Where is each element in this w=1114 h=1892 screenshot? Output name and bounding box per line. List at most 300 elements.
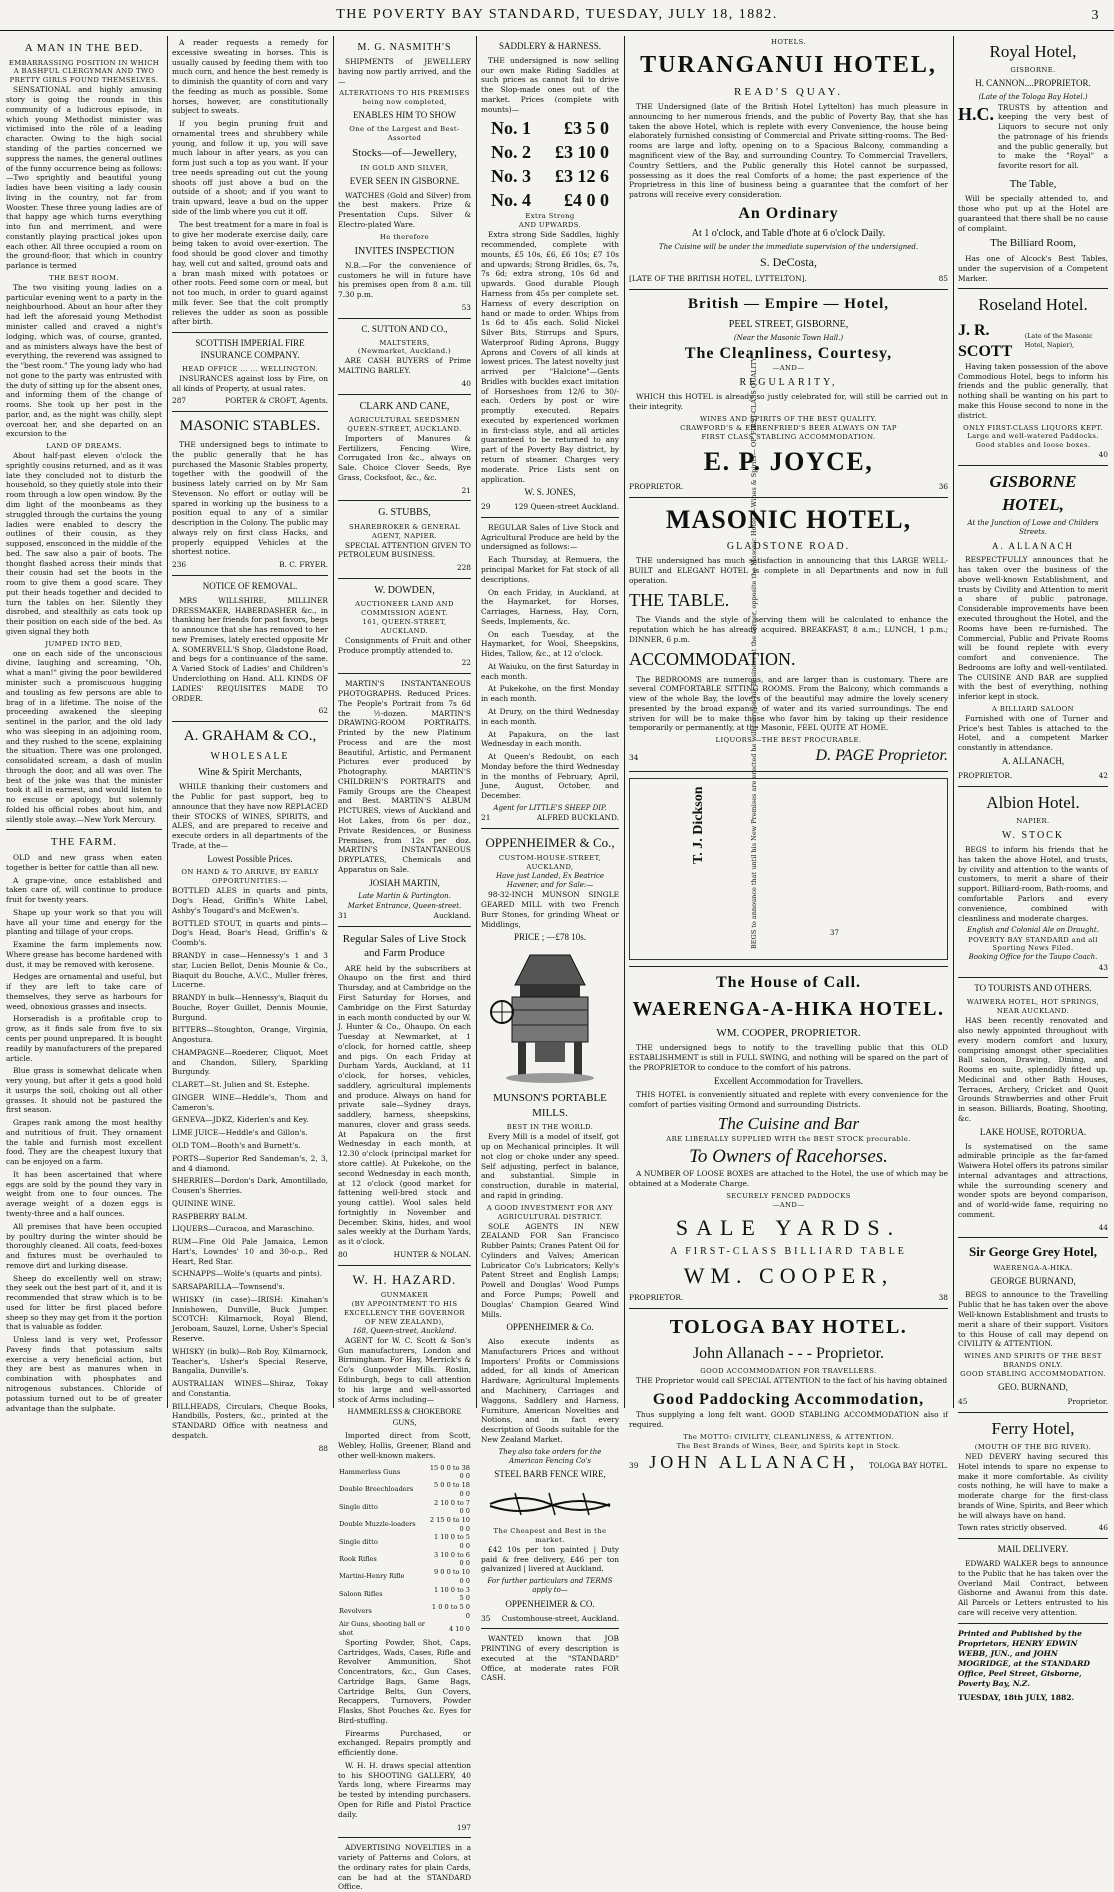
ad-body: W. H. H. draws special attention to his SHOOTING GALLERY, 40 Yards long, where Firearms may be tested by intending purchasers. Open for Rifle and Pistol Practice daily. — [338, 1760, 471, 1819]
newspaper-title: THE POVERTY BAY STANDARD, TUESDAY, JULY 18, 1882. — [336, 7, 778, 22]
ad-line: ON HAND & TO ARRIVE, BY EARLY OPPORTUNITIES:— — [181, 868, 319, 886]
ad-heading: W. DOWDEN, — [374, 584, 435, 596]
ad-footer — [172, 396, 328, 406]
farm-paragraph: Unless land is very wet, Professor Pavesy finds that potassium salts exercise a very beneficial action, but they are best as manures when in combination with phosphates and nitrogenous substances. Chloride of potassium turned out to be of greater advantage than the sulphate. — [6, 1335, 162, 1413]
ad-line: REGULARITY, — [739, 377, 838, 389]
ad-footer — [172, 560, 328, 570]
ad-body: TRUSTS by attention and keeping the very best of Liquors to secure not only the patronage of his friends and the public generally, but to make the "Royal" a favorite resort for all. — [998, 102, 1108, 171]
farm-paragraph: Horseradish is a profitable crop to grow, as it finds sale from five to six cents per pound unprepared. It is bought readily by manufacturers of the prepared article. — [6, 1014, 162, 1063]
hotel-name: Royal Hotel, — [989, 42, 1077, 61]
page-number: 3 — [1091, 8, 1100, 23]
ad-line: QUEEN-STREET, AUCKLAND. — [347, 424, 462, 433]
ad-body-block — [958, 320, 1108, 362]
ad-heading: OPPENHEIMER & Co. — [506, 1322, 594, 1333]
ad-line: At 1 o'clock, and Table d'hote at 6 o'clock Daily. — [691, 227, 886, 239]
ad-body: Imported direct from Scott, Webley, Hollis, Greener, Bland and other well-known makers. — [338, 1431, 471, 1460]
table-row — [338, 1481, 471, 1498]
sale-schedule-item: At Papakura, on the last Wednesday in each month. — [481, 729, 619, 749]
ad-signature: GEO. BURNAND, — [998, 1381, 1068, 1392]
ad-signature: JOHN ALLANACH, — [649, 1451, 859, 1472]
ad-body: BEGS to announce to the Travelling Public that he has taken over the above Well-known Establishment and trusts to merit a share of their support. Visitors to this House of call may depend on CIVILITY & ATTENTION. — [958, 1290, 1108, 1349]
article-subhead: JUMPED INTO BED, — [45, 639, 123, 648]
ad-body: REGULAR Sales of Live Stock and Agricultural Produce are held by the undersigned as follows:— — [481, 522, 619, 552]
ad-number: 236 — [172, 560, 187, 570]
ad-number: 43 — [1098, 962, 1108, 972]
ad-line: —AND— — [772, 1200, 805, 1209]
ad-number: 228 — [456, 563, 471, 573]
ad-body: Every Mill is a model of itself, got up on Mechanical principles. It will not clog or choke under any speed. Self adjusting, perfect in balance, and substantial. Simple in construction, durable in material, and rapid in grinding. — [481, 1132, 619, 1200]
ad-body: Has one of Alcock's Best Tables, under the supervision of a Competent Marker. — [958, 253, 1108, 283]
saddle-price: £4 0 0 — [564, 189, 609, 210]
sale-schedule-item: At Queen's Redoubt, on each Monday before the third Wednesday in the months of February, April, June, August, October, and December. — [481, 752, 619, 801]
hotel-address: READ'S QUAY. — [734, 85, 843, 98]
divider — [629, 771, 948, 772]
ad-line: FIRST CLASS STABLING ACCOMMODATION. — [701, 432, 876, 441]
ad-line: Proprietor. — [1067, 1396, 1108, 1406]
divider — [958, 1538, 1108, 1539]
ad-body: Having taken possession of the above Commodious Hotel, begs to inform his friends and the public generally, that nothing shall be wanting on his part to make this House second to none in the district. — [958, 361, 1108, 420]
ad-line: Have just Landed, Ex Beatrice Havener, and for Sale:— — [496, 871, 604, 890]
divider — [172, 411, 328, 412]
divider — [958, 977, 1108, 978]
ad-body: AGENT for W. C. Scott & Son's Gun manufacturers, London and Birmingham. For Hay, Merrick's & Co's Gunpowder Mills. Roslin, Edinburgh, begs to call attention to his large and well-assorted stock of Arms including— — [338, 1335, 471, 1404]
price-row — [481, 117, 619, 141]
ad-number: 40 — [1098, 450, 1108, 460]
ad-heading: CLARK AND CANE, — [359, 400, 450, 412]
saddle-price: £3 12 6 — [555, 165, 609, 186]
ad-footer — [958, 771, 1108, 781]
ad-signature: ALFRED BUCKLAND. — [536, 813, 619, 823]
ad-body: NED DEVERY having secured this Hotel intends to spare no expense to make it more comfortable. As civility costs nothing, he will have to make a moderate charge for the first-class brands of Wine, Spirits, and Beer which he will always have on hand. — [958, 1452, 1108, 1520]
ad-footer — [958, 1523, 1108, 1533]
ad-body: THIS HOTEL is conveniently situated and replete with every convenience for the comfort of parties visiting Ormond and surrounding Districts. — [629, 1090, 948, 1110]
ad-body: WANTED known that JOB PRINTING of every description is executed at the "STANDARD" Office, at moderate rates FOR CASH. — [481, 1634, 619, 1683]
column-6 — [954, 38, 1112, 1702]
hotel-name: MASONIC HOTEL, — [665, 504, 912, 534]
ad-body: 98-32-INCH MUNSON SINGLE GEARED MILL with two French Burr Stones, for grinding Wheat or Middlings, — [481, 890, 619, 929]
divider — [958, 1623, 1108, 1624]
ad-footer — [481, 502, 619, 512]
stock-item: BOTTLED STOUT, in quarts and pints—Dog's Head, Boar's Head, Griffin's & Coomb's. — [172, 918, 328, 948]
ad-subheading: Good Paddocking Accommodation, — [652, 1391, 925, 1409]
ad-line: AUCTIONEER LAND AND COMMISSION AGENT. — [355, 600, 454, 618]
ad-line: (Late of the Masonic Hotel, Napier), — [1024, 332, 1093, 349]
ad-heading: MUNSON'S PORTABLE MILLS. — [493, 1092, 607, 1119]
ad-line: ONLY FIRST-CLASS LIQUORS KEPT. — [963, 423, 1103, 432]
ad-body: Thus supplying a long felt want. GOOD STABLING ACCOMMODATION also if required. — [629, 1410, 948, 1429]
divider — [338, 926, 471, 927]
ad-subheading: To Owners of Racehorses. — [689, 1146, 888, 1168]
ad-line: (Late of the Tologa Bay Hotel.) — [978, 93, 1088, 102]
farm-paragraph: OLD and new grass when eaten together is better for cattle than all new. — [6, 852, 162, 872]
ad-signature: E. P. JOYCE, — [703, 446, 874, 476]
ad-subheading: INVITES INSPECTION — [354, 245, 455, 257]
ad-line: 129 Queen-street Auckland. — [514, 502, 619, 512]
ad-line: GOOD STABLING ACCOMMODATION. — [960, 1369, 1106, 1378]
ad-number: 39 — [629, 1460, 639, 1470]
hotel-name: British — Empire — Hotel, — [688, 295, 889, 312]
ad-body: Is systematised on the same admirable principle as the far-famed Waiwera Hotel offers its patrons similar internal advantages and attractions, while the surrounding scenery and wonder spots are beyond comparison, and of world-wide fame, requiring no comment. — [958, 1141, 1108, 1219]
gun-type: Martini-Henry Rifle — [339, 1572, 405, 1581]
ad-number: 53 — [461, 302, 471, 312]
stock-item: SCHNAPPS—Wolfe's (quarts and pints). — [172, 1269, 323, 1279]
ad-line: CUSTOM-HOUSE-STREET, — [498, 854, 602, 863]
farm-paragraph: All premises that have been occupied by poultry during the winter should be thoroughly cleaned. All coats, feed-boxes and fixtures must be overhauled to remove dirt and lurking disease. — [6, 1221, 162, 1270]
stock-item: BOTTLED ALES in quarts and pints, Dog's Head, Griffin's White Label, Ashby's Tougard's and McEwen's. — [172, 886, 328, 915]
hotel-proprietor: GEORGE BURNAND, — [990, 1275, 1076, 1286]
ad-signature: OPPENHEIMER & CO. — [505, 1598, 595, 1609]
ad-number: 62 — [318, 706, 328, 716]
ad-subheading: HAMMERLESS & CHOKEBORE GUNS, — [347, 1407, 462, 1427]
ad-line: PROPRIETOR. — [958, 770, 1013, 780]
ad-line: IN GOLD AND SILVER, — [360, 163, 449, 172]
stock-item: BRANDY in bulk—Hennessy's, Biaquit du Bouche, Royer Guillet, Dennis Mounie, Burgund. — [172, 993, 328, 1022]
ad-heading: MAIL DELIVERY. — [997, 1544, 1069, 1555]
divider — [958, 465, 1108, 466]
ad-line: POVERTY BAY STANDARD and all Sporting News Filed. — [968, 935, 1098, 953]
ad-subheading: Lowest Possible Prices. — [207, 853, 293, 864]
ad-body: Firearms Purchased, or exchanged. Repairs promptly and efficiently done. — [338, 1728, 471, 1758]
ad-signature: HUNTER & NOLAN. — [393, 1249, 471, 1259]
ad-line: A FIRST-CLASS BILLIARD TABLE — [670, 1245, 907, 1257]
ad-footer — [629, 1293, 948, 1303]
gun-price: 15 0 0 to 38 0 0 — [429, 1463, 470, 1481]
stock-list — [172, 886, 328, 1440]
ad-body: SPECIAL ATTENTION GIVEN TO PETROLEUM BUSINESS. — [338, 540, 471, 560]
ad-body: WATCHES (Gold and Silver) from the best makers. Prize & Presentation Cups. Silver & Electro-plated Ware. — [338, 190, 471, 229]
ad-footer — [481, 1614, 619, 1624]
saddle-price-list — [481, 117, 619, 212]
saddle-number: No. 1 — [491, 118, 531, 139]
ad-body: Also execute indents as Manufacturers Prices and without Importers' Profits or Commissions added, for all kinds of American Hardware, Agricultural Implements and Machinery, Carriages and Waggons, Saddlery and Harness, Furniture, American Novelties and Notions, and in fact every description of Goods suitable for the New Zealand Market. — [481, 1337, 619, 1444]
ad-footer — [629, 482, 948, 492]
divider — [338, 500, 471, 501]
ad-number: 88 — [318, 1443, 328, 1453]
ad-body: RESPECTFULLY announces that he has taken over the business of the above well-known Establishment, and trusts by Civility and Attention to merit a share of public patronage. Considerable improvements have been executed throughout the Hotel, and the Rooms have been re-furnished. The Commercial, Public and Private Rooms will be found replete with every comfort and convenience. The Bedrooms are lofty and well-ventilated. The CUISINE AND BAR are supplied with the best of everything, nothing inferior kept in stock. — [958, 555, 1108, 702]
farm-paragraph: Grapes rank among the most healthy and nutritious of fruit. They ornament the table and furnish most excellent food. They are the cheapest luxury that can be enjoyed on a farm. — [6, 1118, 162, 1167]
ad-line: WINES AND SPIRITS OF THE BEST QUALITY. — [700, 414, 877, 423]
ad-line: (Newmarket, Auckland.) — [357, 347, 452, 356]
ad-signature: PORTER & CROFT, Agents. — [225, 396, 328, 406]
gun-price: 2 10 0 to 7 0 0 — [434, 1498, 470, 1516]
ad-body: Sporting Powder, Shot, Caps, Cartridges, Wads, Cases, Rifle and Revolver Ammunition, Shot Concentrators, &c., Gun Cases, Cartridge Bags, Game Bags, Cartridge Belts, Gun Covers, Recappers, Turnovers, Powder Flasks, Shot Pouches &c. Eyes for Bird-stuffing. — [338, 1637, 471, 1725]
ad-line: AUCKLAND, — [526, 862, 574, 871]
farm-paragraph: Sheep do excellently well on straw; they seek out the best part of it, and it is recommended that straw which is to be used for litter be first placed before sheep so they may get from it the portion that is valuable as fodder. — [6, 1273, 162, 1332]
ad-subheading: ACCOMMODATION. — [629, 648, 796, 669]
table-row — [338, 1586, 471, 1603]
ad-line: WINES AND SPIRITS OF THE BEST BRANDS ONLY. — [964, 1352, 1102, 1370]
ad-footer — [481, 813, 619, 823]
ad-body: MARTIN'S INSTANTANEOUS PHOTOGRAPHS. Reduced Prices. The People's Portrait from 7s 6d the ½-dozen. MARTIN'S DRAWING-ROOM PORTRAITS. Printed by the new Platinum Process and are the most Beautiful, Artistic, and Permanent Pictures ever produced by Photography. MARTIN'S CHILDREN'S PORTRAITS and Family Groups are the Cheapest and Best. MARTIN'S ALBUM PICTURES, views of Auckland and Hot Lakes, from 6s per doz., Private Residences, or Business Premises, from 12s per doz. MARTIN'S INSTANTANEOUS DRYPLATES, Chemicals and Apparatus on Sale. — [338, 679, 471, 874]
ad-line: A BILLIARD SALOON — [991, 704, 1075, 713]
table-row — [338, 1568, 471, 1585]
gun-price: 1 10 0 to 5 0 0 — [434, 1533, 470, 1551]
sale-schedule-item: At Drury, on the third Wednesday in each month. — [481, 706, 619, 726]
ad-line: —AND— — [772, 364, 805, 373]
ad-line: The MOTTO: CIVILITY, CLEANLINESS, & ATTENTION. — [683, 1432, 894, 1441]
stock-item: SHERRIES—Dordon's Dark, Amontillado, Cousen's Sherries. — [172, 1176, 328, 1196]
ad-line: He therefore — [379, 232, 430, 241]
ad-number: 34 — [629, 753, 639, 763]
ad-heading: NOTICE OF REMOVAL. — [202, 580, 298, 591]
hotel-name: GISBORNE HOTEL, — [989, 472, 1077, 514]
dickson-name: T. J. Dickson — [691, 786, 706, 865]
column-3 — [334, 38, 475, 1892]
gun-price: 1 0 0 to 5 0 0 — [431, 1602, 470, 1620]
ad-body: EDWARD WALKER begs to announce to the Public that he has taken over the Overland Mail Contract, between Gisborne and Awanui from this date. All Parcels or Letters entrusted to his care will receive very attention. — [958, 1559, 1108, 1617]
divider — [338, 1265, 471, 1266]
ad-body: SOLE AGENTS IN NEW ZEALAND FOR San Francisco Rubber Paints; Cranes Patent Oil for Cylinders and Valves; American Lubricator Co's Lubricators; Kelly's Patent Street and English Lamps; Powell and Douglas' Wood Pumps and Force Pumps; Powell and Douglas' Champion Geared Wind Mills. — [481, 1221, 619, 1319]
stock-item: BRANDY in case—Hennessy's 1 and 3 star, Lucien Bellot, Denis Mounie & Co., Biaquit du Bouche, A.V.C., Muller frères, Lucerne. — [172, 950, 328, 990]
ad-number: 46 — [1098, 1523, 1108, 1533]
ad-line: The Best Brands of Wines, Beer, and Spirits kept in Stock. — [676, 1441, 901, 1450]
divider — [338, 394, 471, 395]
stock-item: BITTERS—Stoughton, Orange, Virginia, Angostura. — [172, 1025, 328, 1045]
gun-price: 4 10 0 — [449, 1624, 470, 1633]
price-table — [338, 1464, 471, 1638]
ad-heading: W. H. HAZARD. — [352, 1271, 457, 1287]
ad-number: 80 — [338, 1249, 348, 1259]
hotel-proprietor: H. CANNON....PROPRIETOR. — [975, 78, 1091, 89]
divider — [958, 288, 1108, 289]
ad-body: ADVERTISING NOVELTIES in a variety of Patterns and Colors, at the ordinary rates for plain Cards, can be had at the STANDARD Office. — [338, 1843, 471, 1892]
ad-body: N.B.—For the convenience of customers he will in future have his premises open from 8 a.m. till 7.30 p.m. — [338, 260, 471, 300]
divider — [958, 786, 1108, 787]
divider — [338, 318, 471, 319]
ad-price: PRICE ; —£78 10s. — [513, 932, 586, 943]
gun-type: Single ditto — [339, 1502, 378, 1511]
ad-number: 38 — [938, 1293, 948, 1303]
gun-type: Double Breechloaders — [339, 1485, 414, 1494]
farm-paragraph: It has been ascertained that where eggs are sold by the pound they vary in weight from one to four ounces. The average weight of a dozen eggs is twenty-three and a half ounces. — [6, 1169, 162, 1218]
article-paragraph: one on each side of the unconscious divine, laughing and screaming, "Oh, what a man!" giving the poor bewildered minister such a promiscuous hugging and tousling as few persons are able to brag of in a lifetime. The noise of the proceeding awakened the sleeping sentinel in the parlor, and the old lady who was sleeping in an adjoining room, and they rushed to the scene, explaining the situation. There was one prolonged, consolidated scream, a dash of muslin through the door, and all was over. The best of the joke was that the minister took it all in earnest, and would listen to no excuse or apology, but solemnly folded his official robes about him, and silently stole away.—New York Mercury. — [6, 648, 162, 824]
ad-line: HEAD OFFICE ... ... WELLINGTON. — [182, 364, 318, 373]
ad-number: 44 — [1098, 1222, 1108, 1232]
farm-paragraph: Hedges are ornamental and useful, but if they are left to take care of themselves, they serve as harbours for weed, obnoxious grasses and insects. — [6, 972, 162, 1011]
ad-number: 31 — [338, 910, 348, 920]
hotel-name: Sir George Grey Hotel, — [968, 1244, 1098, 1260]
ad-heading: An Ordinary — [738, 204, 839, 222]
hotel-proprietor: John Allanach - - - Proprietor. — [692, 1345, 885, 1363]
ad-line: GUNMAKER — [380, 1290, 429, 1299]
ad-subheading: The Table, — [1009, 177, 1057, 190]
ad-number: 45 — [958, 1396, 968, 1406]
ad-heading: SADDLERY & HARNESS. — [499, 41, 601, 51]
hotel-name: LAKE HOUSE, ROTORUA. — [979, 1126, 1087, 1137]
gun-type: Single ditto — [339, 1537, 378, 1546]
stock-item: GENEVA—JDKZ, Kiderlen's and Key. — [172, 1115, 309, 1125]
ad-footer — [338, 1250, 471, 1260]
ad-signature: D. PAGE Proprietor. — [815, 747, 948, 765]
divider — [172, 332, 328, 333]
farm-paragraph: Shape up your work so that you will have all your time and energy for the planting and tillage of your crops. — [6, 907, 162, 937]
ad-signature: A. ALLANACH, — [1001, 755, 1065, 766]
article-heading: A MAN IN THE BED. — [24, 42, 144, 54]
ad-line: English and Colonial Ale on Draught. — [967, 926, 1099, 935]
column-2 — [168, 38, 332, 1453]
table-row — [338, 1516, 471, 1533]
printer-imprint: Printed and Published by the Proprietors, HENRY EDWIN WEBB, JUN., and JOHN MOGRIDGE, at the STANDARD Office, Peel Street, Gisborne, Poverty Bay, N.Z. — [958, 1628, 1091, 1688]
ad-line: A GOOD INVESTMENT FOR ANY AGRICULTURAL DISTRICT. — [486, 1203, 614, 1221]
farm-paragraph: Blue grass is somewhat delicate when very young, but after it gets a good hold it usurps the soil, choking out all other grasses. It should not be pastured the first season. — [6, 1066, 162, 1115]
ad-subheading: STEEL BARB FENCE WIRE, — [494, 1469, 606, 1480]
section-label: HOTELS. — [771, 38, 806, 46]
ad-heading: M. G. NASMITH'S — [357, 42, 452, 53]
sale-schedule-item: Each Thursday, at Remuera, the principal Market for Fat stock of all descriptions. — [481, 555, 619, 584]
ad-number: 36 — [938, 482, 948, 492]
ad-line: GOOD ACCOMMODATION FOR TRAVELLERS. — [700, 1367, 877, 1376]
stock-item: SARSAPARILLA—Townsend's. — [172, 1282, 285, 1292]
hotel-address: (MOUTH OF THE BIG RIVER). — [974, 1443, 1092, 1452]
sale-schedule-item: At Waiuku, on the first Saturday in each month. — [481, 661, 619, 681]
ad-number: 21 — [461, 485, 471, 495]
ad-heading: MASONIC STABLES. — [179, 418, 321, 435]
ad-line: MALTSTERS, — [379, 338, 430, 347]
ad-number: 35 — [481, 1613, 491, 1623]
ad-line: LIQUORS.—THE BEST PROCURABLE. — [715, 736, 862, 745]
article-paragraph: About half-past eleven o'clock the sprightly cousins returned, and as it was late they concluded not to disturb the household, so they quietly stole into their room through a low open window. By the dim light of the moonbeams as they struggled through the curtains the young ladies were enabled to descry the outlines of their cousin, as they supposed, ensconced in the middle of the bed. The saw also a pair of boots. The thought flashed across their minds that their cousin had set the boots in the room to give them a good scare. They put their heads together and decided to turn the tables on her. Silently they disrobed, and stealthily as cats took up their position on each side of the bed. As given signal they both — [6, 451, 162, 636]
ad-body: THE Undersigned (late of the British Hotel Lyttelton) has much pleasure in announcing to her numerous friends, and the public of Poverty Bay, that she has taken the above Hotel, which is replete with every Convenience, the house being elaborately furnished consisting of Commercial and Private sitting-rooms. The Bed-rooms are large and lofty, opening on to a Spacious Balcony, commanding a magnificent view of the Bay, and surrounding Country. To Commercial Travellers, Country Settlers, and the Public generally this Hotel cannot be surpassed, possessing as it does the real Comforts of a home; the past experience of the Proprietress in this line of business being a guarantee that the comfort of her patrons will receive every consideration. — [629, 102, 948, 200]
ad-number: 287 — [172, 396, 187, 406]
ad-body: BEGS to inform his friends that he has taken the above Hotel, and trusts, by civility and attention to the wants of customers, to merit a share of their support. Billiard-room, Bath-rooms, and comfortable Parlors and every convenience, combined with cleanliness and moderate charges. — [958, 845, 1108, 923]
ad-heading: The Cleanliness, Courtesy, — [684, 345, 893, 363]
ad-body: THE undersigned begs to intimate to the public generally that he has purchased the Masonic Stables property, together with the goodwill of the business lately carried on by Mr Sam Stevenson. No effort or outlay will be spared in working up the business to a position equal to any of a similar description in the Colony. The public may always rely on first class Hacks, and properly equipped Vehicles at the shortest notice. — [172, 440, 328, 557]
stock-item: PORTS—Superior Red Sandeman's, 2, 3, and 4 diamond. — [172, 1153, 328, 1173]
ad-line: EVER SEEN IN GISBORNE. — [349, 175, 460, 186]
ad-heading: SCOTTISH IMPERIAL FIRE INSURANCE COMPANY. — [195, 338, 305, 361]
stock-item: RUM—Fine Old Pale Jamaica, Lemon Hart's, Lowndes' 10 and 30-o.p., Red Heart, Red Star. — [172, 1237, 328, 1266]
price-row — [481, 165, 619, 189]
article-subhead: LAND OF DREAMS. — [46, 442, 122, 451]
ad-number: 21 — [481, 813, 491, 823]
ad-body: INSURANCES against loss by Fire, on all kinds of Property, at usual rates. — [172, 373, 328, 393]
ad-body: Importers of Manures & Fertilizers, Fencing Wire, Corrugated Iron &c., always on Sale. Choice Clover Seeds, Rye Grass, Cocksfoot, &c., &c. — [338, 433, 471, 482]
ad-subheading: WHOLESALE — [210, 750, 290, 762]
ad-body: THE undersigned has much satisfaction in announcing that this LARGE WELL-BUILT and ELEGANT HOTEL is complete in all Departments and now in full operation. — [629, 556, 948, 585]
ad-heading: A. GRAHAM & CO., — [183, 728, 317, 745]
article-deck: EMBARRASSING POSITION IN WHICH A BASHFUL CLERGYMAN AND TWO PRETTY GIRLS FOUND THEMSELVES. — [8, 58, 160, 85]
ad-body: WHICH this HOTEL is already so justly celebrated for, will still be carried out in their integrity. — [629, 392, 948, 412]
hotel-name: Roseland Hotel. — [978, 295, 1088, 315]
divider — [629, 497, 948, 498]
ad-number: 22 — [461, 658, 471, 668]
table-row — [338, 1551, 471, 1568]
imprint-date: TUESDAY, 18th JULY, 1882. — [958, 1692, 1075, 1702]
gun-price: 1 10 0 to 3 5 0 — [434, 1585, 470, 1603]
divider — [338, 578, 471, 579]
farm-paragraph: A grape-vine, once established and taken care of, will continue to produce fruit for twenty years. — [6, 875, 162, 905]
ad-line: Late Martin & Partington. — [358, 892, 451, 901]
gun-type: Double Muzzle-loaders — [339, 1520, 416, 1529]
ad-heading: TO TOURISTS AND OTHERS. — [974, 983, 1092, 994]
gun-price: 5 0 0 to 18 0 0 — [434, 1481, 470, 1498]
ad-line: SHAREBROKER & GENERAL AGENT, NAPIER. — [348, 522, 461, 540]
ad-number: 42 — [1098, 770, 1108, 780]
stock-item: OLD TOM—Booth's and Burnett's. — [172, 1140, 301, 1150]
table-row — [338, 1620, 471, 1637]
gun-type: Revolvers — [339, 1607, 372, 1616]
ad-footer — [958, 1397, 1108, 1407]
divider — [629, 966, 948, 967]
table-row — [338, 1533, 471, 1550]
hotel-address: GISBORNE. — [1010, 66, 1056, 75]
ad-line: PROPRIETOR. — [629, 482, 684, 492]
ad-initials: H.C. — [958, 103, 994, 124]
sales-list — [481, 555, 619, 801]
table-row — [338, 1464, 471, 1481]
ad-line: ARE LIBERALLY SUPPLIED WITH the BEST STOCK procurable. — [666, 1135, 911, 1144]
divider — [338, 1837, 471, 1838]
divider — [172, 721, 328, 722]
barbed-wire-illustration — [485, 1487, 615, 1521]
ad-line: (BY APPOINTMENT TO HIS EXCELLENCY THE GOVERNOR OF NEW ZEALAND), — [344, 1299, 465, 1326]
ad-line: Town rates strictly observed. — [958, 1523, 1067, 1533]
grain-mill-illustration — [490, 950, 610, 1085]
ad-body: THE undersigned begs to notify to the travelling public that this OLD ESTABLISHMENT is still in FULL SWING, and nothing will be spared on the part of the PROPRIETOR to conduce to the comfort of his patrons. — [629, 1043, 948, 1072]
ad-line: The Cheapest and Best in the market. — [493, 1526, 607, 1544]
ad-line: [LATE OF THE BRITISH HOTEL, LYTTELTON]. — [629, 274, 807, 284]
ad-body: ARE held by the subscribers at Ohaupo on the first and third Thursday, and at Cambridge on the First Saturday for Horses, and Cambridge on the First Saturday in each month conducted by our W. J. Hunter & Co., Ohaupo. On each Tuesday at Newmarket, at 1 o'clock, for horned cattle, sheep and pigs. On each Friday at Durham Yards, Auckland, at 11 o'clock, for horses, vehicles, saddlery, agricultural implements and produce. Always on hand for private sale—Sydney drays, saddlery, harness, sheepskins, manures, clover and grass seeds. At Papakura on the first Wednesday in each month, at 12.30 o'clock (principal market for store cattle). At Pukekohe, on the second Wednesday in each month, at 12 o'clock (good market for fattening well-bred stock and young cattle). Wool sales held fortnightly in November and December. Skins, hides, and wool sales weekly at the Durham Yards, as it o'clock. — [338, 963, 471, 1247]
ad-line: CRAWFORD'S & EHRENFRIED'S BEER ALWAYS ON TAP — [680, 423, 897, 432]
hotel-name: TURANGANUI HOTEL, — [640, 51, 937, 78]
stock-item: RASPBERRY BALM. — [172, 1211, 248, 1221]
ad-signature: B. C. FRYER. — [279, 560, 328, 570]
masthead — [0, 0, 1114, 31]
ad-subheading: The Cuisine and Bar — [717, 1113, 860, 1133]
ad-number: 37 — [830, 929, 839, 938]
ad-line: AGRICULTURAL SEEDSMEN — [349, 415, 460, 424]
gun-price: 3 10 0 to 6 0 0 — [434, 1550, 470, 1568]
farm-paragraph: The best treatment for a mare in foal is to give her moderate exercise daily, care being taken to avoid over-exertion. The food should be good clover and timothy hay, well cut and salted, ground oats and a bran mash mixed with potatoes or other roots. Feed some corn or meal, but not too much, in order to guard against milk fever. See that the colt promptly relieves the udder as soon as possible after birth. — [172, 219, 328, 327]
gun-type: Air Guns, shooting ball or shot — [339, 1620, 425, 1638]
sale-schedule-item: At Pukekohe, on the first Monday in each month. — [481, 684, 619, 704]
ad-body: HAS been recently renovated and also newly appointed throughout with every modern comfort and luxury, comprising amongst other specialities Ball saloon, Drawing, Dining, and Rooms en suite, splendidly fitted up. Medicinal and other Bath Houses, Terraces, Archery, Cricket and Quoit Grounds Strawberries and other Fruit in season. Billiards, Boating, Shooting, &c. — [958, 1016, 1108, 1123]
gun-type: Hammerless Guns — [339, 1468, 401, 1477]
stock-item: LIQUERS—Curacoa, and Maraschino. — [172, 1224, 315, 1234]
ad-line: SECURELY FENCED PADDOCKS — [726, 1191, 851, 1200]
stock-item: QUININE WINE. — [172, 1198, 236, 1208]
stock-item: GINGER WINE—Heddle's, Thom and Cameron's. — [172, 1092, 328, 1112]
dickson-text: BEGS to announce that until his New Premises are erected he will carry on his Business at the corner, opposite the Masonic Hotel. —Wines & Spirits— OF FIRST-CLASS QUALITY. — [750, 356, 758, 950]
ad-heading: C. SUTTON AND CO., — [361, 323, 448, 334]
ad-body: THE undersigned is now selling our own make Riding Saddles at such prices as cannot fail to drive the Slop-made ones out of the market. Prices (complete with mounts)— — [481, 55, 619, 114]
ad-line: Market Entrance, Queen-street. — [347, 901, 462, 910]
hotel-address: At the Junction of Lowe and Childers Streets. — [967, 519, 1099, 537]
ad-line: 168, Queen-street, Auckland. — [352, 1326, 457, 1335]
article-subhead: THE BEST ROOM. — [49, 273, 119, 282]
ad-signature: WM. COOPER, — [683, 1263, 894, 1289]
hotel-address: GLADSTONE ROAD. — [726, 541, 851, 553]
ad-body: MRS WILLSHIRE, MILLINER DRESSMAKER, HABERDASHER &c., in thanking her friends for past favors, begs to announce that she has removed to her new Premises, lately erected opposite Mr A. SOMERVELL'S Shop, Gladstone Road, and begs for a continuance of the same. A Varied Stock of Ladies' and Children's Underclothing on Hand. ALL KINDS OF LADIES' REQUISITES MADE TO ORDER. — [172, 595, 328, 703]
ad-signature: W. S. JONES, — [524, 487, 576, 498]
divider — [6, 829, 162, 830]
divider — [338, 673, 471, 674]
ad-heading: The House of Call. — [715, 974, 862, 992]
ad-line: Large and well-watered Paddocks. Good stables and loose boxes. — [967, 432, 1099, 450]
divider — [481, 828, 619, 829]
ad-line: ENABLES HIM TO SHOW — [353, 110, 456, 121]
ad-heading: OPPENHEIMER & Co., — [485, 834, 615, 850]
ad-body: WHILE thanking their customers and the Public for past support, beg to announce that they have now REPLACED their STOCKS of WINES, SPIRITS, and ALES, and are prepared to receive and execute orders in all departments of the Trade, at the— — [172, 782, 328, 850]
ad-footer — [629, 1451, 948, 1475]
ad-number: 40 — [461, 378, 471, 388]
hotel-proprietor: A. ALLANACH — [992, 540, 1074, 551]
ad-line: Booking Office for the Taupo Coach. — [968, 953, 1098, 962]
ad-line: PROPRIETOR. — [629, 1293, 684, 1303]
ad-body: The Viands and the style of serving them will be calculated to enhance the reputation which he has already acquired. BREAKFAST, 8 a.m.; LUNCH, 1 p.m.; DINNER, 6 p.m. — [629, 615, 948, 645]
farm-paragraph: A reader requests a remedy for excessive sweating in horses. This is usually caused by feeding them with too much corn, and hence the best remedy is to diminish the quantity of corn and vary the feeding as much as possible. Some horses, however, are constitutionally subject to sweats. — [172, 38, 328, 116]
gun-price: 2 15 0 to 10 0 0 — [429, 1515, 470, 1533]
